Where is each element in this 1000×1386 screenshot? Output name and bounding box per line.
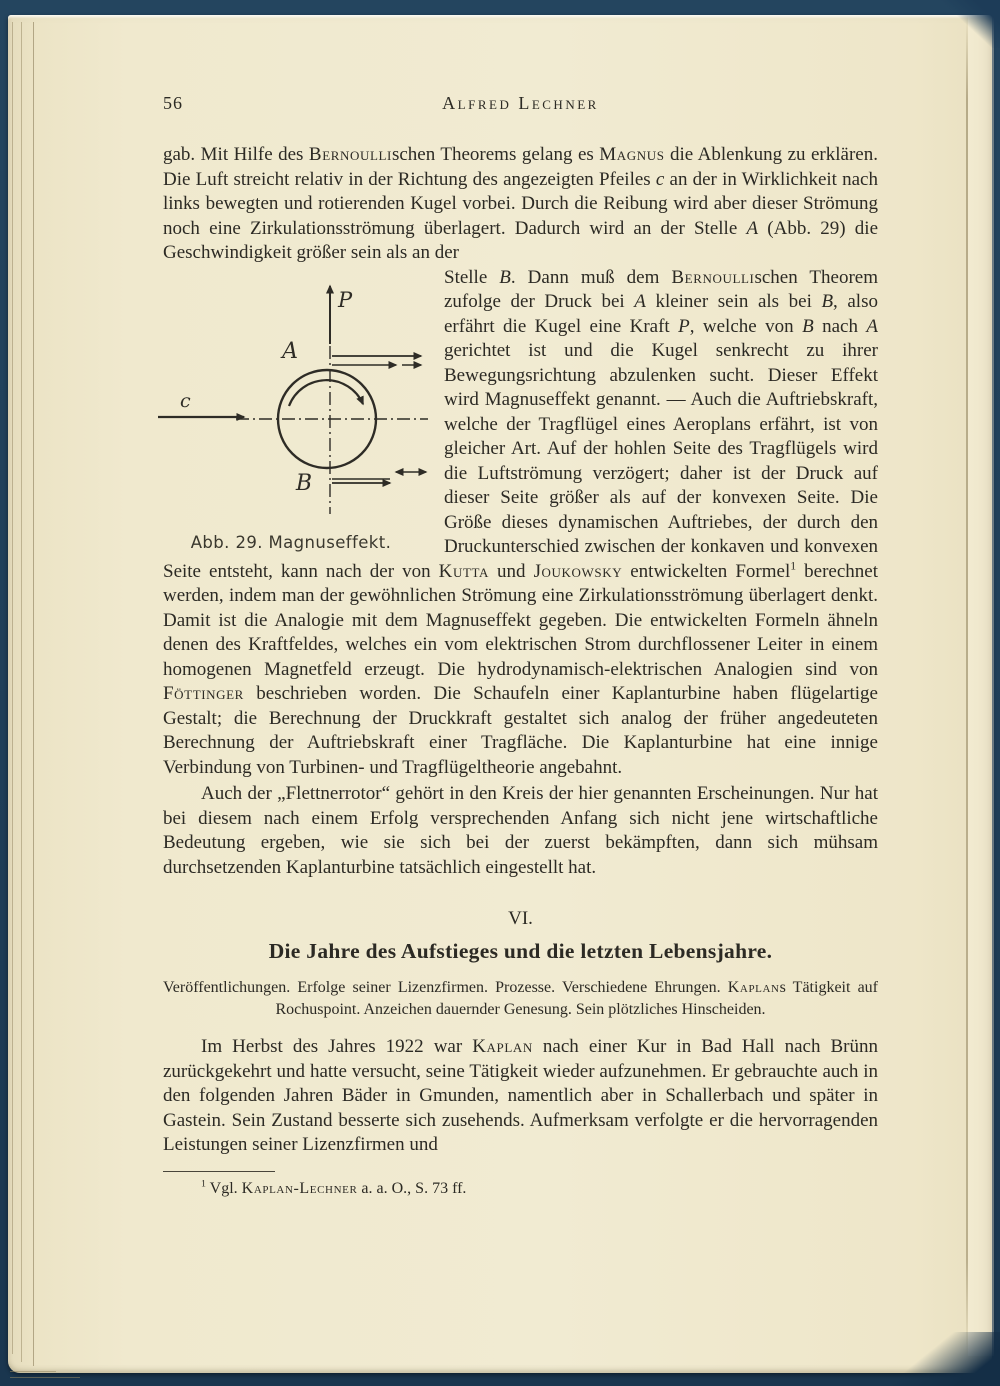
page-edge-line [10,1371,56,1372]
label-point-b: B [295,470,312,496]
label-point-a: A [282,338,298,364]
label-flow-c: c [180,389,191,412]
figure-caption: Abb. 29. Magnuseffekt. [190,532,392,552]
paragraph-kaplan-1922: Im Herbst des Jahres 1922 war Kaplan nach einer Kur in Bad Hall nach Brünn zurückgekehrt und hatte versucht, seine Tätigkeit wieder aufzunehmen. Er gebrauchte auch in den folgenden Jahren Bäder in Gmunden, namentlich aber in Schallerbach und später in Gastein. Sein Zustand besserte sich zusehends. Aufmerksam verfolgte er die hervorragenden Leistungen seiner Lizenzfirmen und [163,1036,878,1155]
page-edge-line [12,22,13,1354]
cover-corner-bottom-right [840,1332,1000,1386]
section-heading [163,908,878,1020]
page-edge-line [33,22,34,1366]
running-title: Alfred Lechner [442,93,599,113]
running-header [163,93,878,117]
cover-corner-top-right [926,0,1000,48]
page-content [163,93,878,1199]
figure-magnus-effect [150,274,432,552]
label-force-p: P [338,287,353,312]
page-curl-highlight [968,16,994,1356]
magnus-diagram [150,274,432,522]
paragraph-flettner: Auch der „Flettnerrotor“ gehört in den Kreis der hier genannten Erscheinungen. Nur hat bei diesem nach einem Erfolg versprechenden Anfang sich nicht jene wirtschaftliche Bedeutung ergeben, wie sie sich bei der zuerst bekämpften, dann sich mühsam durchsetzenden Kaplanturbine tatsächlich eingestellt hat. [163,783,878,878]
page-number: 56 [163,93,183,113]
page-edge-line [21,22,22,1362]
paragraph-magnus-intro: gab. Mit Hilfe des Bernoullischen Theorems gelang es Magnus die Ablenkung zu erklären. Die Luft streicht relativ in der Richtung des angezeigten Pfeiles c an der in Wirklichkeit nach links bewegten und rotierenden Kugel vorbei. Durch die Reibung wird aber dieser Strömung noch eine Zirkulationsströmung überlagert. Dadurch wird an der Stelle A (Abb. 29) die Geschwindigkeit größer sein als an der [163,144,879,263]
paragraph-magnus-continued: Stelle B. Dann muß dem Bernoullischen Theorem zufolge der Druck bei A kleiner sein als bei B, also erfährt die Kugel eine Kraft P, welche von B nach A gerichtet ist und die Kugel senkrecht zu ihrer Bewegungsrichtung abzulenken sucht. Dieser Effekt wird Magnuseffekt genannt. — Auch die Auftriebskraft, welche der Tragflügel eines Aeroplans erfährt, ist von gleicher Art. Auf der hohlen Seite des Tragflügels wird die Luftströmung verzögert; daher ist der Druck auf dieser Seite größer als auf der konvexen Seite. Die Größe dieses dynamischen Auftriebes, der durch den Druckunterschied zwischen der konkaven und konvexen Seite entsteht, kann nach der von Kutta und Joukowsky entwickelten Formel$^1$ berechnet werden, indem man der gewöhnlichen Strömung eine Zirkulationsströmung überlagert denkt. Damit ist die Analogie mit dem Magnuseffekt gegeben. Die entwickelten Formeln ähneln denen des Kraftfeldes, welches ein vom elektrischen Strom durchflossener Leiter in einem homogenen Magnetfeld erzeugt. Die hydrodynamisch-elektrischen Analogien sind von Föttinger beschrieben worden. Die Schaufeln einer Kaplanturbine haben flügelartige Gestalt; die Berechnung der Druckkraft gestaltet sich analog der früher angedeuteten Berechnung der Auftriebskraft einer Tragfläche. Die Kaplanturbine hat eine innige Verbindung von Turbinen- und Tragflügeltheorie angebahnt. [163,266,878,778]
section-number: VI. [508,908,533,929]
section-title: Die Jahre des Aufstieges und die letzten Lebensjahre. [268,939,773,963]
footnote-rule [163,1171,275,1172]
section-synopsis: Veröffentlichungen. Erfolge seiner Lizenzfirmen. Prozesse. Verschiedene Ehrungen. Kaplans Tätigkeit auf Rochuspoint. Anzeichen dauernder Genesung. Sein plötzliches Hinscheiden. [163,979,879,1018]
rotation-arrow [289,380,363,406]
footnote-text: $^1$ Vgl. Kaplan-Lechner a. a. O., S. 73 ff. [201,1178,467,1197]
page-edge-line [10,1377,80,1378]
